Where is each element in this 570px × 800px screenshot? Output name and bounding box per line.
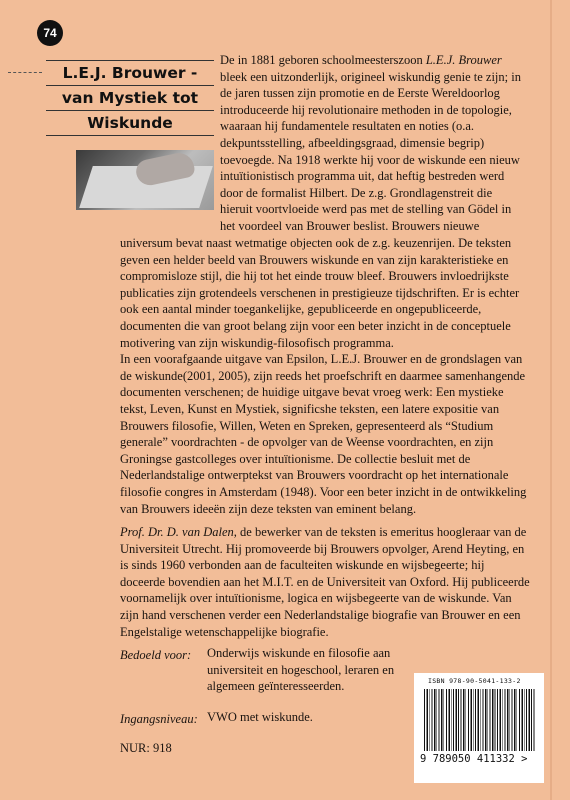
dashed-rule [8, 72, 42, 73]
description-paragraph-1: universum bevat naast wetmatige objecten ook de z.g. keuzenrijen. De teksten geven een helder beeld van Brouwers wiskunde en van zijn karakteristieke en compromisloze stijl, die hij tot het einde trouw bleef. Brouwers invloedrijkste publicaties zijn grotendeels verschenen in prestigieuze tijdschriften. Er is echter ook een aantal minder toegankelijke, gepubliceerde en ongepubliceerde, documenten die van groot belang zijn voor een beter inzicht in de conceptuele motivering van zijn wiskundig-filosofisch programma. [120, 236, 520, 350]
title-line-1: L.E.J. Brouwer - [46, 60, 214, 85]
series-number-badge: 74 [37, 20, 63, 46]
level-value: VWO met wiskunde. [207, 710, 313, 724]
cover-photo [76, 150, 214, 210]
isbn-text: ISBN 978-90-5041-133-2 [428, 677, 521, 685]
spine-edge [550, 0, 552, 800]
nur-code: NUR: 918 [120, 741, 172, 755]
barcode [414, 673, 544, 783]
book-title [46, 60, 214, 136]
barcode-bars [424, 689, 536, 751]
description-body [120, 235, 532, 517]
description-paragraph-2: In een voorafgaande uitgave van Epsilon, L.E.J. Brouwer en de grondslagen van de wiskunde(2001, 2005), zijn reeds het proefschrift en daarmee samenhangende documenten verschenen; de huidige uitgave bevat vroeg werk: Een mystieke tekst, Leven, Kunst en Mystiek, significshe teksten, een latere expositie van Brouwers filosofie, Willen, Weten en Spreken, gepresenteerd als “Studium generale” voordrachten - de opvolger van de Weense voordrachten, en zijn Groningse gastcolleges over intuïtionisme. De collectie besluit met de Nederlandstalige ontwerptekst van Brouwers voordracht op het internationale filosofie congres in Amsterdam (1948). Voor een beter inzicht in de ontwikkeling van Brouwers ideeën zijn deze teksten van eminent belang. [120, 352, 527, 516]
editor-bio: Prof. Dr. D. van Dalen, de bewerker van de teksten is emeritus hoogleraar van de Universiteit Utrecht. Hij promoveerde bij Brouwers opvolger, Arend Heyting, en is sinds 1960 verbonden aan de faculteiten wiskunde en wijsbegeerte; hij doceerde bovendien aan het M.I.T. en de Universiteit van Oxford. Hij publiceerde voornamelijk over intuïtionisme, logica en wijsbegeerte van de wiskunde. Van zijn hand verschenen verder een Nederlandstalige biografie van Brouwer en een Engelstalige wetenschappelijke biografie. [120, 525, 530, 639]
barcode-digits: 9 789050 411332 > [420, 753, 528, 765]
level-label: Ingangsniveau: [120, 712, 198, 726]
audience-value: Onderwijs wiskunde en filosofie aan universiteit en hogeschool, leraren en algemeen geïnteresseerden. [207, 646, 395, 694]
intro-paragraph: De in 1881 geboren schoolmeesterszoon L.E.J. Brouwer bleek een uitzonderlijk, origineel wiskundig genie te zijn; in de jaren tussen zijn promotie en de Eerste Wereldoorlog introduceerde hij revolutionaire methoden in de topologie, waaraan hij fundamentele resultaten en noties (o.a. dekpuntsstelling, afbeeldingsgraad, dimensie begrip) toevoegde. Na 1918 werkte hij voor de wiskunde een nieuw intuïtionistisch programma uit, dat heftig bestreden werd door de formalist Hilbert. De z.g. Grondlagenstreit die hieruit voortvloeide werd pas met de stelling van Gödel in het voordeel van Brouwer beslist. Brouwers nieuwe [220, 53, 521, 233]
title-line-2: van Mystiek tot [46, 85, 214, 110]
title-line-3: Wiskunde [46, 110, 214, 136]
audience-label: Bedoeld voor: [120, 648, 192, 662]
